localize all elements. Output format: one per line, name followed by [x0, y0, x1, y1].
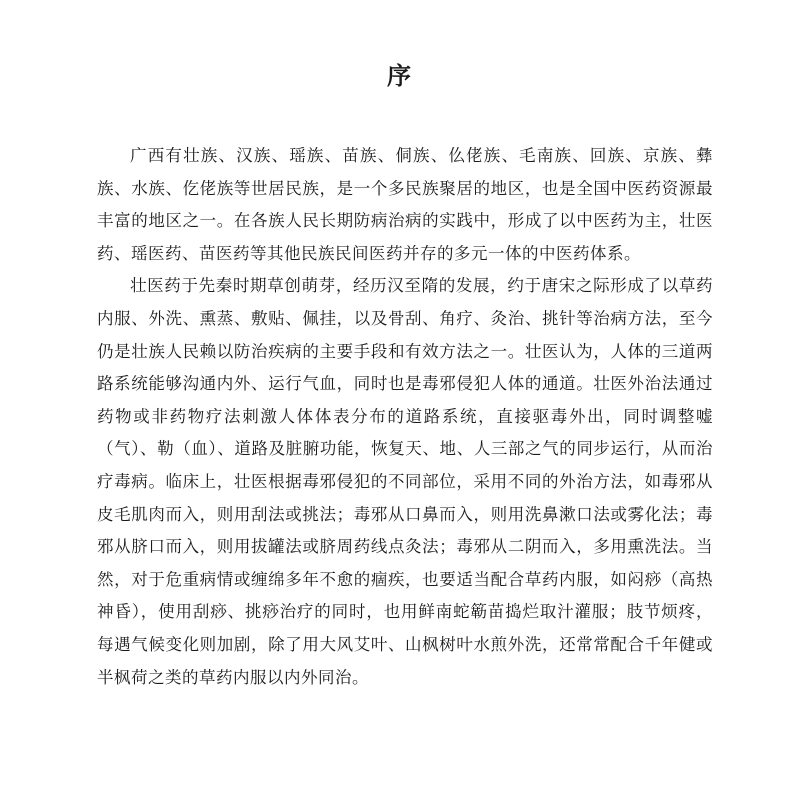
body-text [97, 140, 713, 694]
page-title: 序 [387, 61, 413, 90]
paragraph-1: 广西有壮族、汉族、瑶族、苗族、侗族、仫佬族、毛南族、回族、京族、彝族、水族、仡佬族等世居民族，是一个多民族聚居的地区，也是全国中医药资源最丰富的地区之一。在各族人民长期防病治病的实践中，形成了以中医药为主，壮医药、瑶医药、苗医药等其他民族民间医药并存的多元一体的中医药体系。 [97, 146, 713, 263]
paragraph-2: 壮医药于先秦时期草创萌芽，经历汉至隋的发展，约于唐宋之际形成了以草药内服、外洗、熏蒸、敷贴、佩挂，以及骨刮、角疗、灸治、挑针等治病方法，至今仍是壮族人民赖以防治疾病的主要手段和有效方法之一。壮医认为，人体的三道两路系统能够沟通内外、运行气血，同时也是毒邪侵犯人体的通道。壮医外治法通过药物或非药物疗法刺激人体体表分布的道路系统，直接驱毒外出，同时调整嘘（气）、勒（血）、道路及脏腑功能，恢复天、地、人三部之气的同步运行，从而治疗毒病。临床上，壮医根据毒邪侵犯的不同部位，采用不同的外治方法，如毒邪从皮毛肌肉而入，则用刮法或挑法；毒邪从口鼻而入，则用洗鼻漱口法或雾化法；毒邪从脐口而入，则用拔罐法或脐周药线点灸法；毒邪从二阴而入，多用熏洗法。当然，对于危重病情或缠绵多年不愈的痼疾，也要适当配合草药内服，如闷痧（高热神昏），使用刮痧、挑痧治疗的同时，也用鲜南蛇簕苗捣烂取汁灌服；肢节烦疼，每遇气候变化则加剧，除了用大风艾叶、山枫树叶水煎外洗，还常常配合千年健或半枫荷之类的草药内服以内外同治。 [97, 276, 713, 687]
